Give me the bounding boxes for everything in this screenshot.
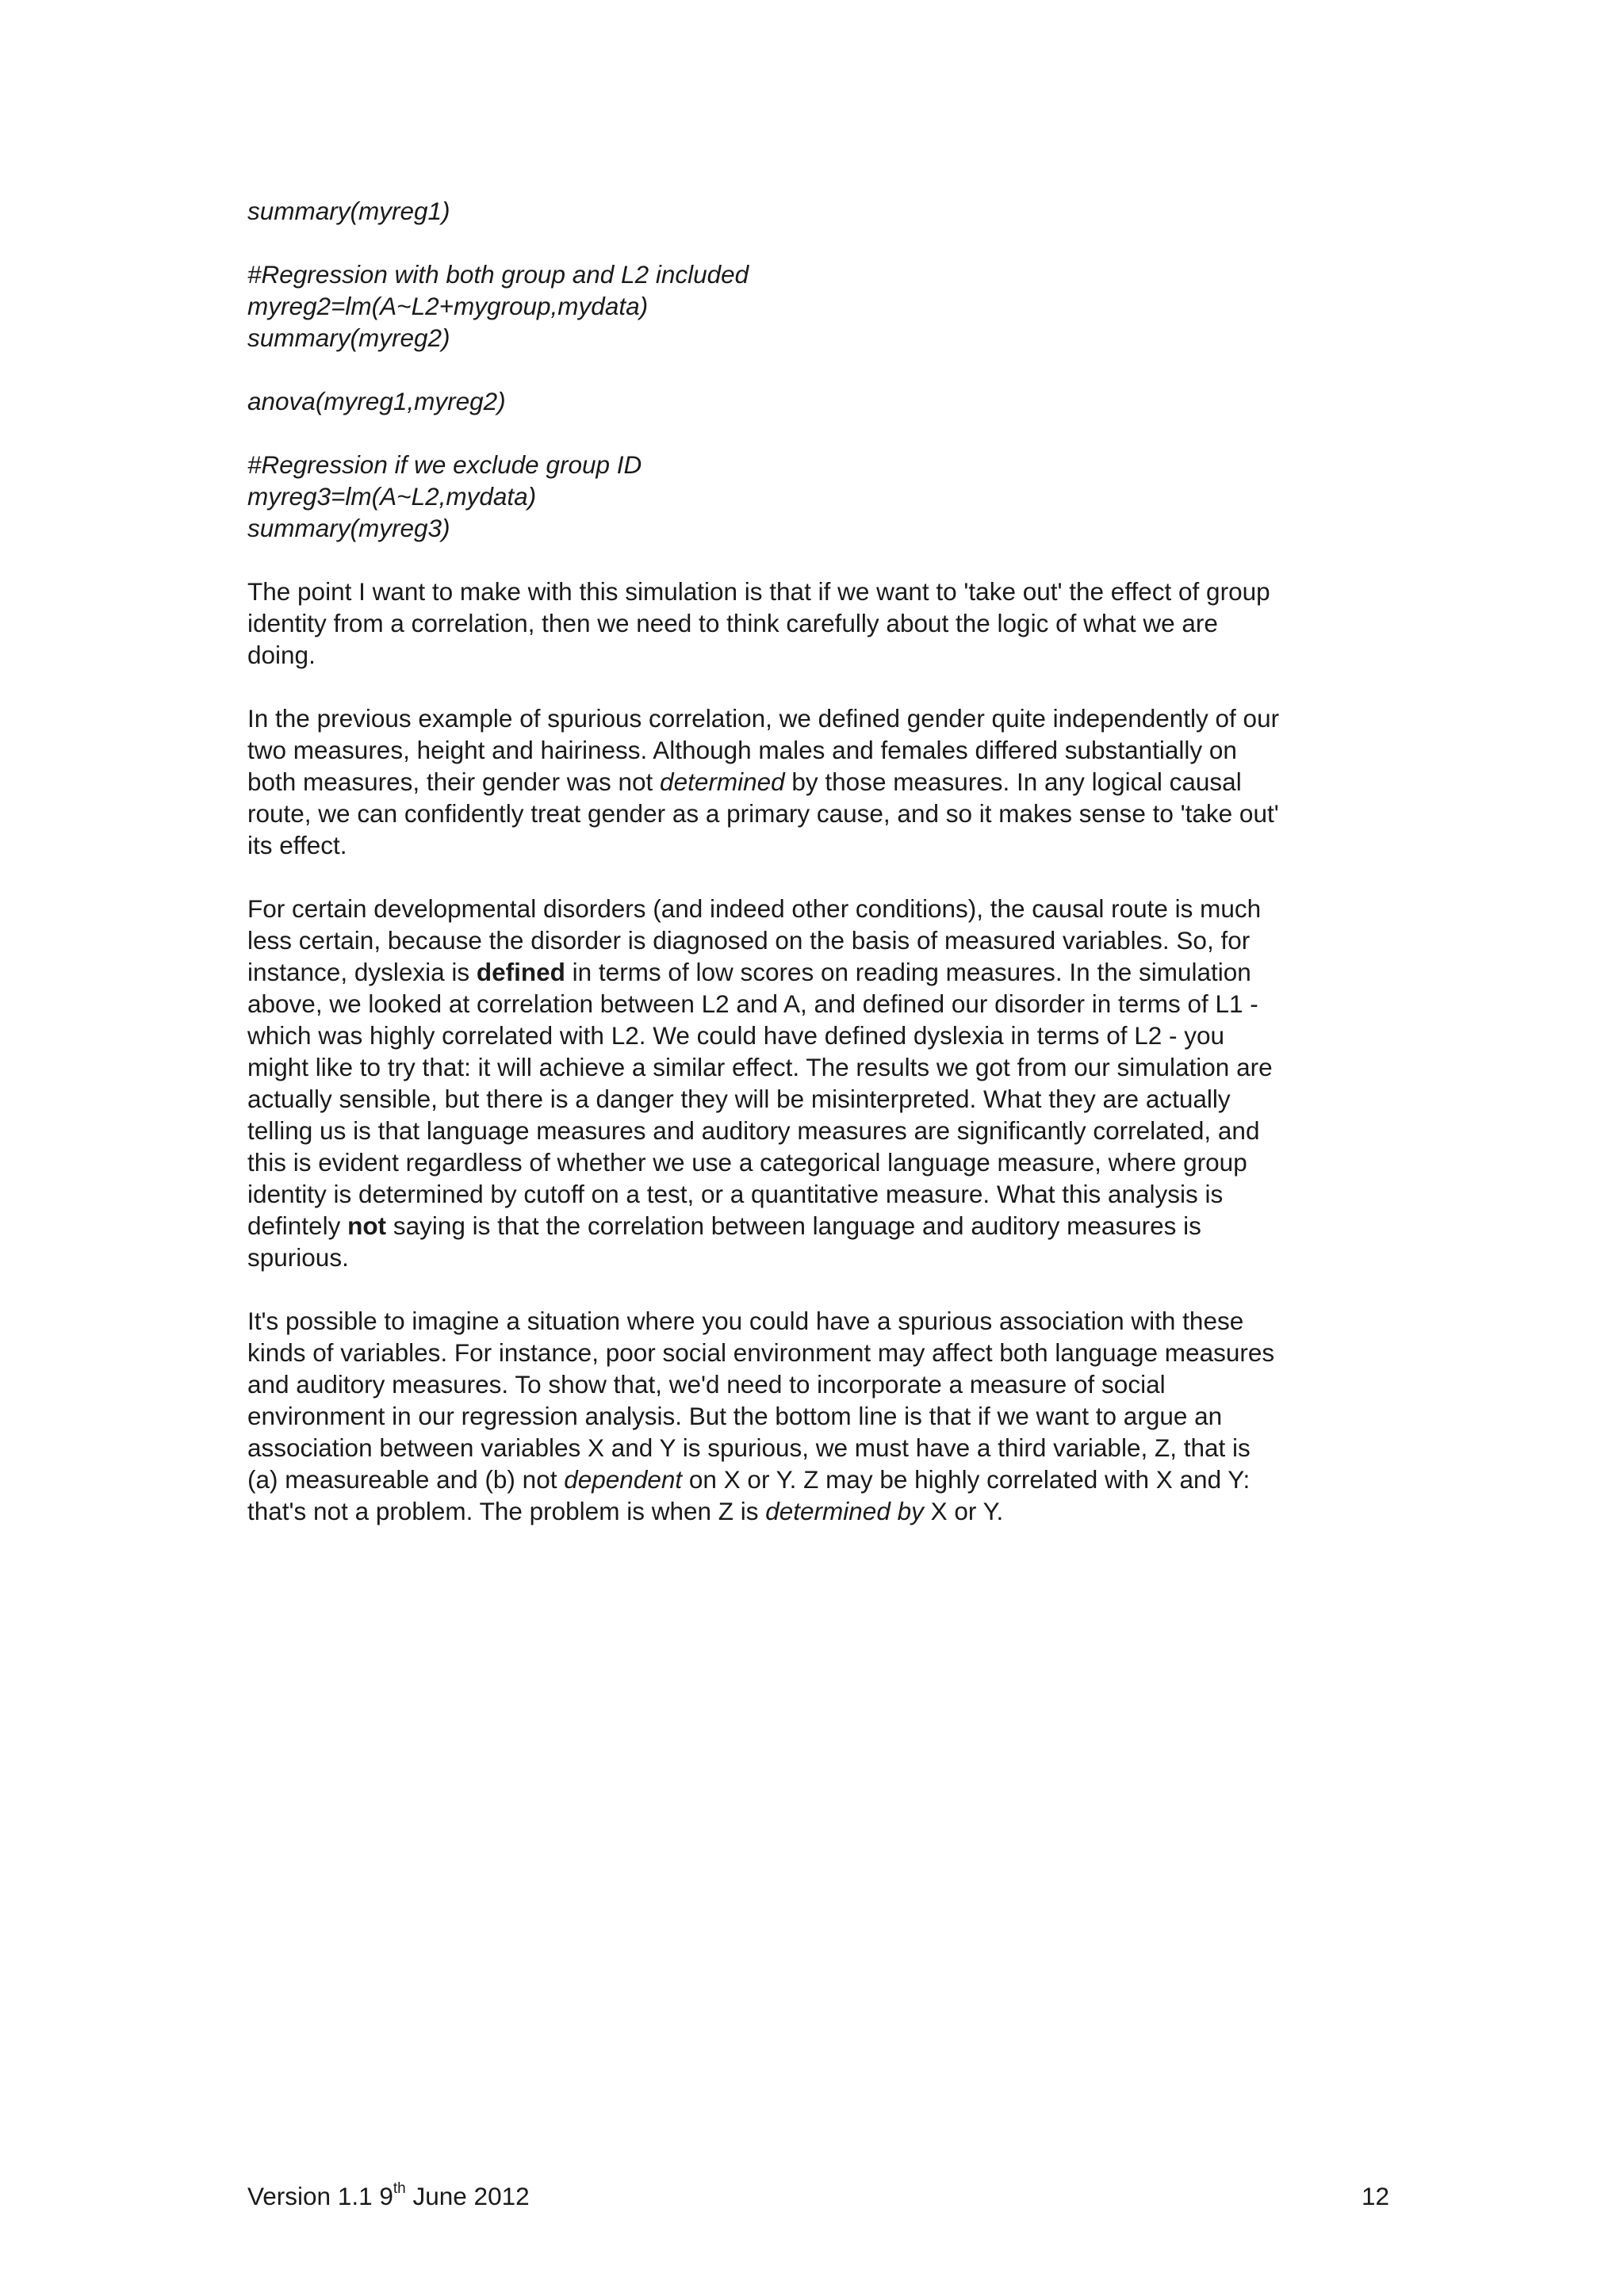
code-line: myreg2=lm(A~L2+mygroup,mydata) (247, 292, 649, 320)
text-segment: instance, dyslexia is (247, 958, 477, 986)
text-line (247, 1464, 1389, 1495)
text-segment: by those measures. In any logical causal (784, 767, 1242, 796)
text-line: might like to try that: it will achieve a similar effect. The results we got from our simulation are (247, 1053, 1273, 1081)
code-block-4 (247, 449, 1389, 544)
text-line: For certain developmental disorders (and indeed other conditions), the causal route is much (247, 894, 1262, 923)
text-line: identity is determined by cutoff on a test, or a quantitative measure. What this analysis is (247, 1180, 1224, 1208)
text-segment: saying is that the correlation between language and auditory measures is (386, 1211, 1201, 1240)
text-line: association between variables X and Y is spurious, we must have a third variable, Z, that is (247, 1433, 1251, 1462)
text-line: kinds of variables. For instance, poor social environment may affect both language measures (247, 1338, 1275, 1367)
text-line: identity from a correlation, then we need to think carefully about the logic of what we are (247, 609, 1218, 637)
emphasis-text: dependent (564, 1465, 683, 1494)
code-block-1 (247, 195, 1389, 227)
text-line: doing. (247, 641, 316, 669)
code-line: summary(myreg2) (247, 323, 450, 352)
bold-text: defined (476, 958, 565, 986)
text-line: The point I want to make with this simulation is that if we want to 'take out' the effect of group (247, 577, 1270, 606)
text-line: above, we looked at correlation between L2 and A, and defined our disorder in terms of L1 - (247, 989, 1258, 1018)
text-line: spurious. (247, 1243, 349, 1272)
text-line: and auditory measures. To show that, we'd need to incorporate a measure of social (247, 1370, 1166, 1399)
paragraph-4 (247, 1305, 1389, 1527)
text-line (247, 1495, 1389, 1527)
text-line: route, we can confidently treat gender as a primary cause, and so it makes sense to 'take out' (247, 799, 1279, 828)
page-footer (247, 2180, 1389, 2212)
code-line: summary(myreg1) (247, 197, 450, 225)
code-line: anova(myreg1,myreg2) (247, 387, 506, 415)
version-prefix: Version 1.1 9 (247, 2182, 393, 2210)
text-line: less certain, because the disorder is diagnosed on the basis of measured variables. So, for (247, 926, 1251, 955)
text-line: which was highly correlated with L2. We could have defined dyslexia in terms of L2 - you (247, 1021, 1225, 1050)
text-line (247, 766, 1389, 798)
paragraph-2 (247, 702, 1389, 861)
paragraph-1 (247, 576, 1389, 671)
code-line: #Regression with both group and L2 included (247, 260, 749, 289)
code-line: #Regression if we exclude group ID (247, 450, 642, 479)
text-segment: both measures, their gender was not (247, 767, 661, 796)
paragraph-3 (247, 893, 1389, 1273)
text-line: two measures, height and hairiness. Although males and females differed substantially on (247, 736, 1237, 764)
emphasis-text: determined (660, 767, 785, 796)
code-block-3 (247, 385, 1389, 417)
document-page (247, 195, 1389, 1559)
text-line: its effect. (247, 831, 347, 859)
text-segment: X or Y. (923, 1497, 1004, 1525)
code-line: myreg3=lm(A~L2,mydata) (247, 482, 537, 511)
text-line: actually sensible, but there is a danger they will be misinterpreted. What they are actually (247, 1085, 1231, 1113)
code-line: summary(myreg3) (247, 514, 450, 542)
text-segment: in terms of low scores on reading measures. In the simulation (565, 958, 1251, 986)
text-segment: defintely (247, 1211, 348, 1240)
text-segment: on X or Y. Z may be highly correlated with X and Y: (682, 1465, 1251, 1494)
version-label (247, 2180, 530, 2212)
page-number: 12 (1361, 2182, 1389, 2210)
text-line: It's possible to imagine a situation where you could have a spurious association with these (247, 1307, 1244, 1335)
emphasis-text: determined by (765, 1497, 924, 1525)
text-segment: (a) measureable and (b) not (247, 1465, 565, 1494)
text-line: environment in our regression analysis. But the bottom line is that if we want to argue an (247, 1402, 1223, 1430)
text-line: this is evident regardless of whether we use a categorical language measure, where group (247, 1148, 1247, 1177)
code-block-2 (247, 258, 1389, 354)
version-suffix: June 2012 (405, 2182, 530, 2210)
date-ordinal-suffix: th (393, 2179, 406, 2197)
text-line: In the previous example of spurious correlation, we defined gender quite independently of our (247, 704, 1280, 733)
text-segment: that's not a problem. The problem is when Z is (247, 1497, 766, 1525)
text-line (247, 1210, 1389, 1242)
text-line (247, 956, 1389, 988)
bold-text: not (347, 1211, 387, 1240)
text-line: telling us is that language measures and auditory measures are significantly correlated, and (247, 1116, 1260, 1145)
